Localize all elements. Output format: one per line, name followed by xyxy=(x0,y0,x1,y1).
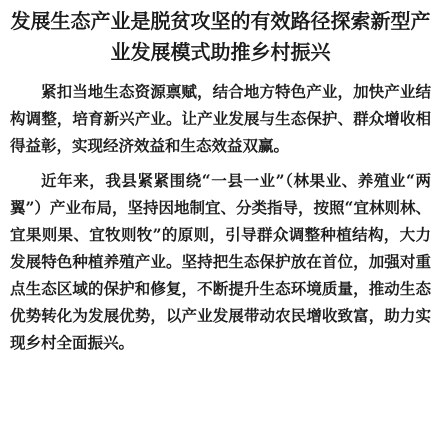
intro-paragraph: 紧扣当地生态资源禀赋，结合地方特色产业，加快产业结构调整，培育新兴产业。让产业发展与生态保护、群众增收相得益彰，实现经济效益和生态效益双赢。 xyxy=(10,82,431,155)
body-paragraph: 近年来，我县紧紧围绕“一县一业”（林果业、养殖业“两翼”）产业布局，坚持因地制宜、分类指导，按照“宜林则林、宜果则果、宜牧则牧”的原则，引导群众调整种植结构，大力发展特色种植养殖产业。坚持把生态保护放在首位，加强对重点生态区域的保护和修复，不断提升生态环境质量，推动生态优势转化为发展优势，以产业发展带动农民增收致富，助力实现乡村全面振兴。 xyxy=(10,171,431,352)
document-title: 发展生态产业是脱贫攻坚的有效路径探索新型产业发展模式助推乡村振兴 xyxy=(10,9,431,64)
